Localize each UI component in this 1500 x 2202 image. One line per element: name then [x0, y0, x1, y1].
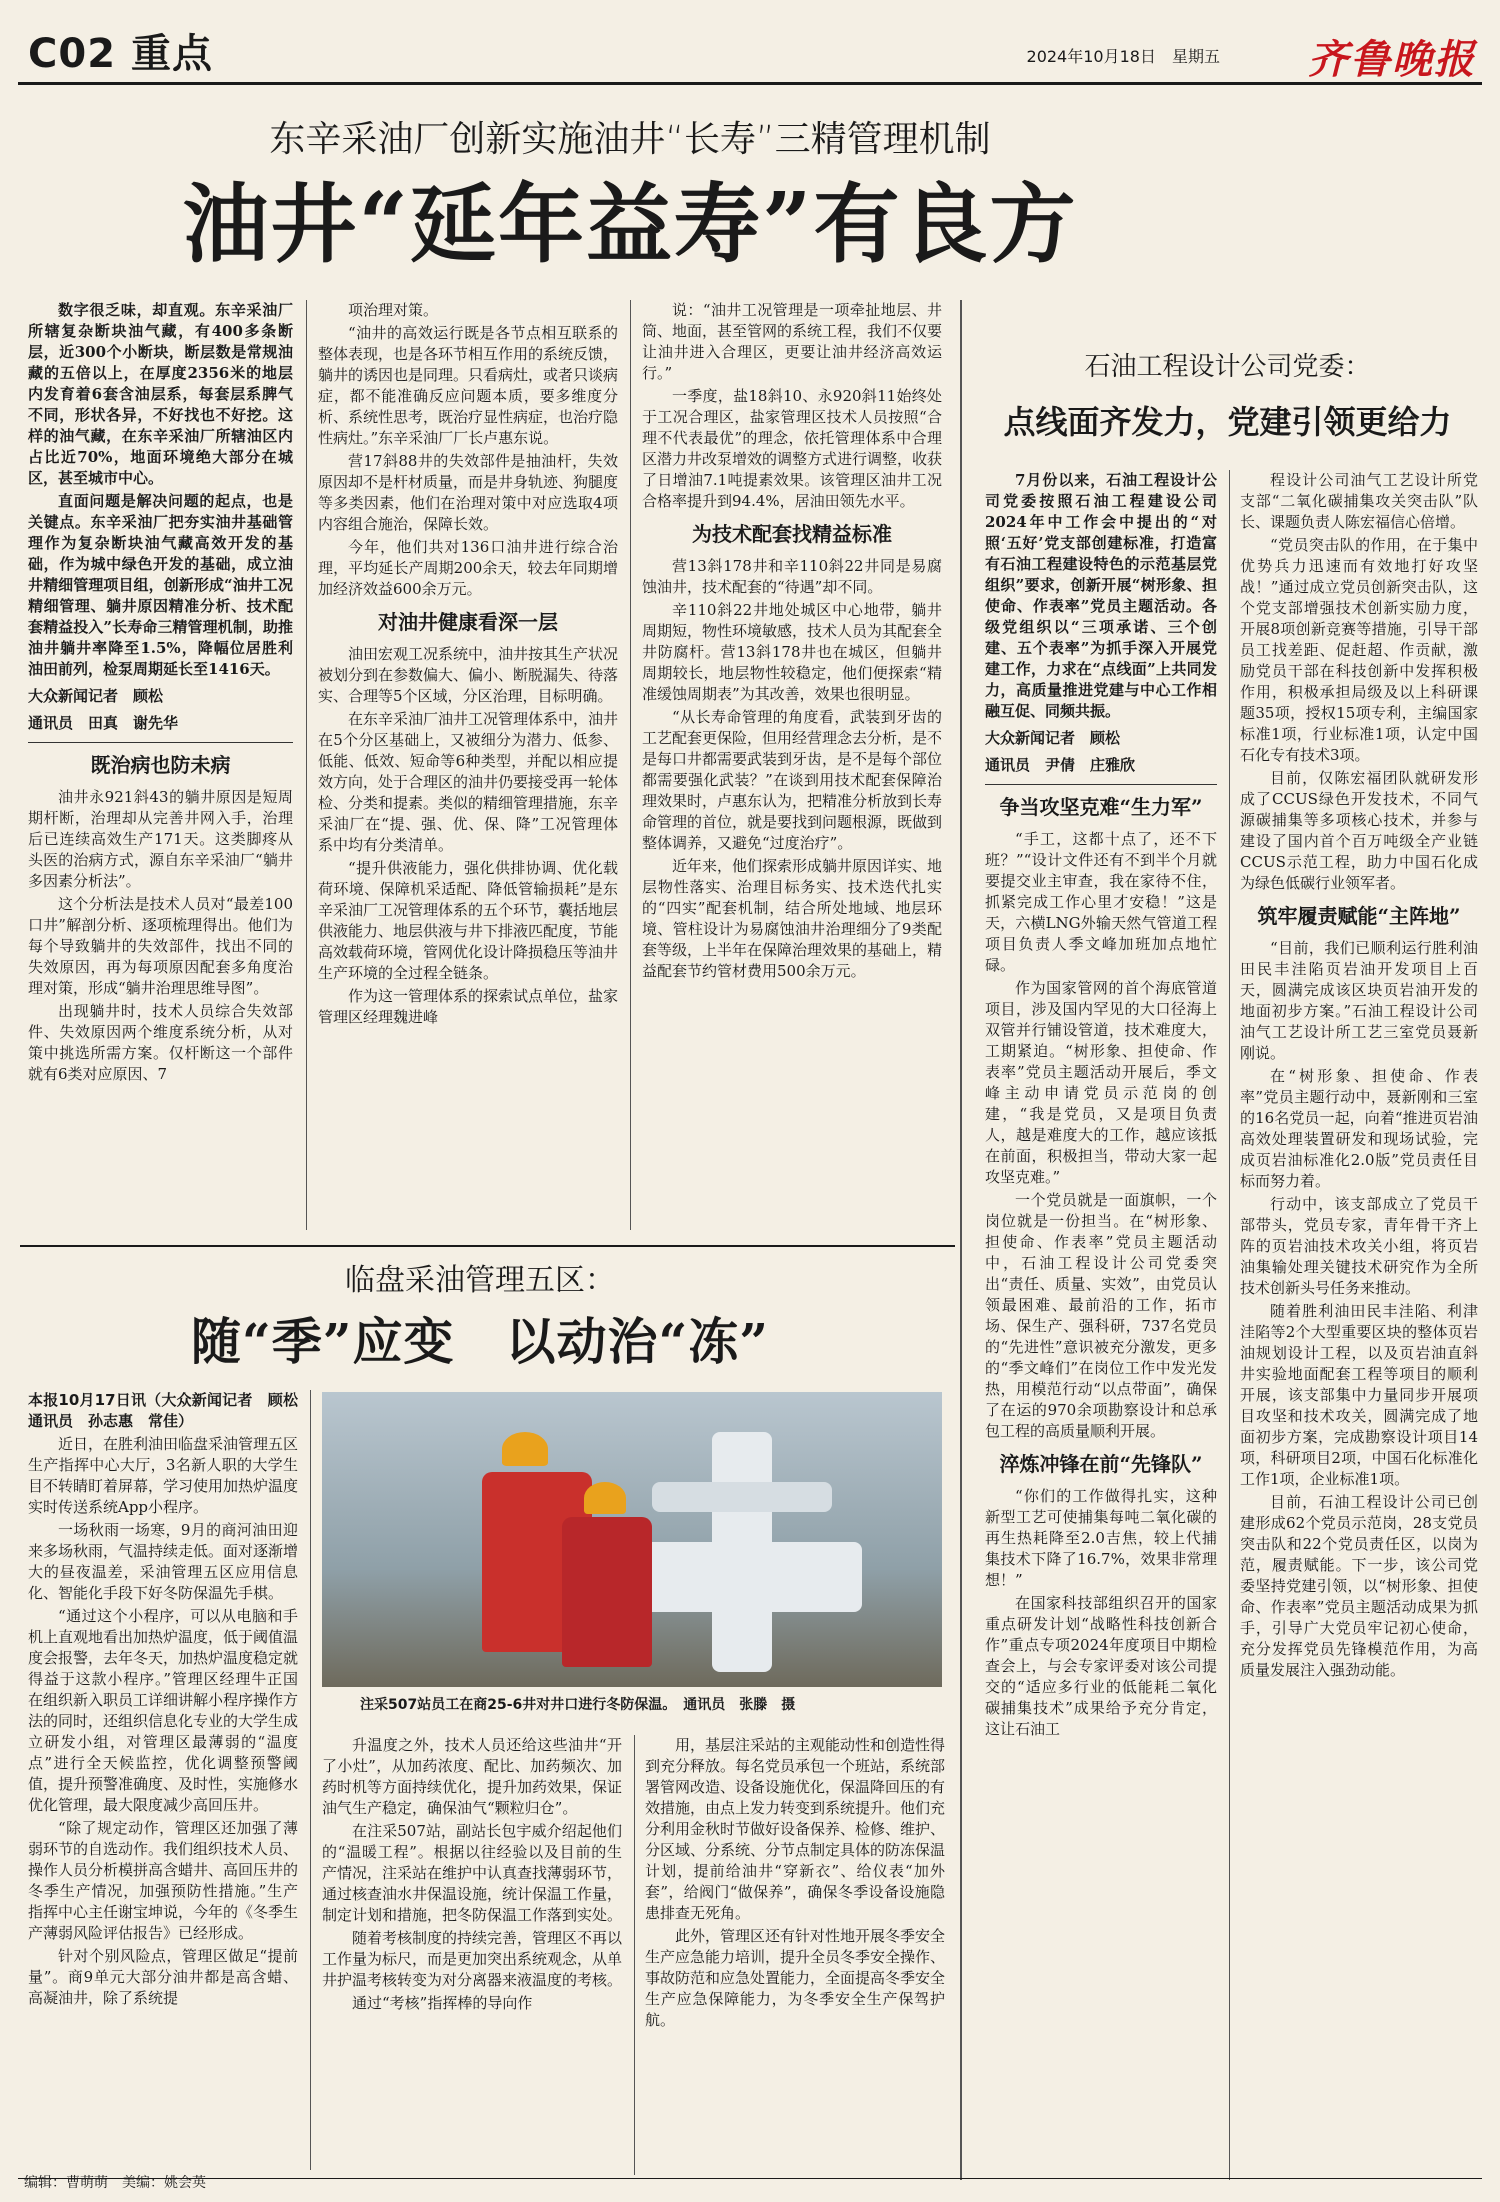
paragraph: 油田宏观工况系统中，油井按其生产状况被划分到在参数偏大、偏小、断脱漏失、待落实、合理等5个区域，分区治理，目标明确。 [318, 645, 619, 705]
story2-column-2 [1240, 470, 1478, 2180]
byline: 大众新闻记者 顾松 [28, 687, 164, 705]
column-divider [1229, 470, 1230, 2180]
paragraph: 一场秋雨一场寒，9月的商河油田迎来多场秋雨，气温持续走低。面对逐渐增大的昼夜温差，采油管理五区应用信息化、智能化手段下好冬防保温先手棋。 [28, 1521, 299, 1602]
story3-kicker: 临盘采油管理五区： [345, 1263, 615, 1298]
paragraph: 针对个别风险点，管理区做足“提前量”。商9单元大部分油井都是高含蜡、高凝油井，除了系统提 [28, 1947, 298, 2007]
paragraph: 油井永921斜43的躺井原因是短周期杆断，治理却从完善井网入手，治理后已连续高效生产171天。这类脚疼从头医的治病方式，源自东辛采油厂“躺井多因素分析法”。 [28, 788, 293, 890]
subheading: 既治病也防未病 [90, 753, 231, 777]
column-divider [306, 300, 307, 1230]
subheading: 筑牢履责赋能“主阵地” [1257, 904, 1461, 928]
helmet [502, 1432, 548, 1466]
paragraph: 升温度之外，技术人员还给这些油井“开了小灶”，从加药浓度、配比、加药频次、加药时机等方面持续优化，提升加药效果，保证油气生产稳定，确保油气“颗粒归仓”。 [322, 1736, 623, 1817]
story3-column-2 [322, 1735, 622, 2175]
date-text: 2024年10月18日 [1026, 47, 1156, 66]
divider [985, 784, 1217, 785]
paragraph: “党员突击队的作用，在于集中优势兵力迅速而有效地打好攻坚战！”通过成立党员创新突击队，这个党支部增强技术创新实励力度，开展8项创新竞赛等措施，引导干部员工找差距、促赶超、作贡献，激励党员干部在科技创新中发挥积极作用，积极承担局级及以上科研课题35项，授权15项专利，主编国家标准1项，行业标准1项，认定中国石化专有技术3项。 [1240, 536, 1478, 764]
paragraph: 行动中，该支部成立了党员干部带头，党员专家，青年骨干齐上阵的页岩油技术攻关小组，将页岩油集输处理关键技术研究作为全所技术创新头号任务来推动。 [1240, 1195, 1478, 1297]
divider [28, 742, 293, 743]
paragraph: 今年，他们共对136口油井进行综合治理，平均延长产周期200余天，较去年同期增加经济效益600余万元。 [318, 538, 618, 598]
paragraph: 在注采507站，副站长包宇威介绍起他们的“温暖工程”。根据以往经验以及目前的生产情况，注采站在维护中认真查找薄弱环节，通过核查油水井保温设施，统计保温工作量，制定计划和措施，把冬防保温工作落到实处。 [322, 1822, 623, 1924]
paragraph: “你们的工作做得扎实，这种新型工艺可使捕集每吨二氧化碳的再生热耗降至2.0吉焦，较上代捕集技术下降了16.7%，效果非常理想！” [985, 1487, 1217, 1589]
subheading: 争当攻坚克难“生力军” [999, 795, 1203, 819]
subheading: 为技术配套找精益标准 [692, 522, 892, 546]
story3-headline: 随“季”应变 以动治“冻” [190, 1312, 770, 1371]
editor-credit: 编辑：曹萌萌 美编：姚会英 [24, 2175, 206, 2191]
photo-caption: 注采507站员工在商25-6井对井口进行冬防保温。 通讯员 张滕 摄 [360, 1697, 796, 1713]
weekday-text: 星期五 [1171, 47, 1220, 66]
paragraph: 随着考核制度的持续完善，管理区不再以工作量为标尺，而是更加突出系统观念，从单井护温考核转变为对分离器来液温度的考核。 [322, 1929, 623, 1989]
issue-date [1027, 44, 1220, 67]
story2-kicker: 石油工程设计公司党委： [1084, 352, 1371, 382]
paragraph: 营13斜178井和辛110斜22井同是易腐蚀油井，技术配套的“待遇”却不同。 [642, 557, 942, 596]
story1-column-1 [28, 300, 293, 1230]
paragraph: 项治理对策。 [348, 301, 439, 319]
paragraph: 通过“考核”指挥棒的导向作 [352, 1994, 533, 2012]
story3-column-3 [645, 1735, 945, 2175]
paragraph: 随着胜利油田民丰洼陷、利津洼陷等2个大型重要区块的整体页岩油规划设计工程，以及页岩油直斜井实验地面配套工程等项目的顺利开展，该支部集中力量同步开展项目攻坚和技术攻关，圆满完成了地面初步方案，完成勘察设计项目14项，科研项目2项，中国石化标准化工作1项，企业标准1项。 [1240, 1302, 1478, 1488]
paragraph: 目前，仅陈宏福团队就研发形成了CCUS绿色开发技术，不同气源碳捕集等多项核心技术，并参与建设了国内首个百万吨级全产业链CCUS示范工程，助力中国石化成为绿色低碳行业领军者。 [1240, 769, 1478, 892]
paragraph: “通过这个小程序，可以从电脑和手机上直观地看出加热炉温度，低于阈值温度会报警，去年冬天，加热炉温度稳定就得益于这款小程序。”管理区经理牛正国在组织新入职员工详细讲解小程序操作方法的同时，还组织信息化专业的大学生成立研发小组，对管理区最薄弱的“温度点”进行全天候监控，优化调整预警阈值，提升预警准确度、及时性，实施修水优化管理，最大限度减少高回压井。 [28, 1607, 299, 1814]
paragraph: 程设计公司油气工艺设计所党支部“二氧化碳捕集攻关突击队”队长、课题负责人陈宏福信心倍增。 [1240, 471, 1478, 531]
story3-column-1 [28, 1390, 314, 2170]
story-divider [20, 1245, 955, 1247]
story1-headline: 油井“延年益寿”有良方 [182, 174, 1078, 275]
paragraph: “除了规定动作，管理区还加强了薄弱环节的自选动作。我们组织技术人员、操作人员分析模拼高含蜡井、高回压井的冬季生产情况，加强预防性措施。”生产指挥中心主任谢宝坤说，今年的《冬季生产薄弱风险评估报告》已经形成。 [28, 1819, 299, 1942]
section-divider [960, 300, 962, 2180]
subheading: 淬炼冲锋在前“先锋队” [999, 1452, 1203, 1476]
paragraph: 直面问题是解决问题的起点，也是关键点。东辛采油厂把夯实油井基础管理作为复杂断块油气藏高效开发的基础，作为城中绿色开发的基础，成立油井精细管理项目组，创新形成“油井工况精细管理、躺井原因精准分析、技术配套精益投入”长寿命三精管理机制，助推油井躺井率降至1.5%，降幅位居胜利油田前列，检泵周期延长至1416天。 [28, 492, 293, 678]
story1-column-3 [642, 300, 942, 1230]
newspaper-logo: 齐鲁晚报 [1308, 36, 1476, 83]
byline: 通讯员 尹倩 庄雅欣 [985, 756, 1136, 774]
byline: 大众新闻记者 顾松 [985, 729, 1121, 747]
paragraph: “手工，这都十点了，还不下班？”“设计文件还有不到半个月就要提交业主审查，我在家待不住，抓紧完成工作心里才安稳！”这是天，六横LNG外输天然气管道工程项目负责人季文峰加班加点地忙碌。 [985, 830, 1217, 974]
paragraph: 说：“油井工况管理是一项牵扯地层、井筒、地面，甚至管网的系统工程，我们不仅要让油井进入合理区，更要让油井经济高效运行。” [642, 301, 943, 382]
story2-headline: 点线面齐发力，党建引领更给力 [1003, 403, 1452, 441]
paragraph: 用，基层注采站的主观能动性和创造性得到充分释放。每名党员承包一个班站，系统部署管网改造、设备设施优化，保温降回压的有效措施，由点上发力转变到系统提升。他们充分利用金秋时节做好设备保养、检修、维护、分区域、分系统、分节点制定具体的防冻保温计划，提前给油井“穿新衣”、给仪表“加外套”，给阀门“做保养”，确保冬季设备设施隐患排查无死角。 [645, 1736, 946, 1922]
column-divider [630, 300, 631, 1230]
helmet [584, 1482, 626, 1514]
paragraph: 在“树形象、担使命、作表率”党员主题行动中，聂新刚和三室的16名党员一起，向着“推进页岩油高效处理装置研发和现场试验，完成页岩油标准化2.0版”党员责任目标而努力着。 [1240, 1067, 1478, 1190]
paragraph: 出现躺井时，技术人员综合失效部件、失效原因两个维度系统分析，从对策中挑选所需方案。仅杆断这一个部件就有6类对应原因、7 [28, 1002, 293, 1083]
footer-rule [18, 2178, 1482, 2179]
paragraph: “提升供液能力，强化供排协调、优化载荷环境、保障机采适配、降低管输损耗”是东辛采油厂工况管理体系的五个环节，囊括地层供液能力、地层供液与井下排液匹配度，节能高效载荷环境，管网优化设计降损稳压等油井生产环境的全过程全链条。 [318, 859, 619, 982]
paragraph: 作为这一管理体系的探索试点单位，盐家管理区经理魏进峰 [318, 987, 619, 1026]
paragraph: 近年来，他们探索形成躺井原因详实、地层物性落实、治理目标务实、技术迭代扎实的“四实”配套机制，结合所处地域、地层环境、管柱设计为易腐蚀油井治理细分了9类配套等级，上半年在保障治理效果的基础上，精益配套节约管材费用500余万元。 [642, 857, 943, 980]
paragraph: 作为国家管网的首个海底管道项目，涉及国内罕见的大口径海上双管并行铺设管道，技术难度大，工期紧迫。“树形象、担使命、作表率”党员主题活动开展后，季文峰主动申请党员示范岗的创建，“我是党员，又是项目负责人，越是难度大的工作，越应该抵在前面，积极担当，带动大家一起攻坚克难。” [985, 979, 1217, 1186]
paragraph: 辛110斜22井地处城区中心地带，躺井周期短，物性环境敏感，技术人员为其配套全井防腐杆。营13斜178井也在城区，但躺井周期较长，地层物性较稳定，他们便探索“精准缓蚀周期表”为其改善，效果也很明显。 [642, 601, 943, 703]
byline: 本报10月17日讯（大众新闻记者 顾松 通讯员 孙志惠 常佳） [28, 1391, 314, 1430]
paragraph: 目前，石油工程设计公司已创建形成62个党员示范岗，28支党员突击队和22个党员责任区，以岗为范，履责赋能。下一步，该公司党委坚持党建引领，以“树形象、担使命、作表率”党员主题活动成果为抓手，引导广大党员牢记初心使命，充分发挥党员先锋模范作用，为高质量发展注入强劲动能。 [1240, 1493, 1478, 1679]
valve-wheel [652, 1482, 832, 1512]
insulated-pipe [622, 1542, 862, 1612]
paragraph: 在东辛采油厂油井工况管理体系中，油井在5个分区基础上，又被细分为潜力、低参、低能、低效、短命等6种类型，并配以相应提效方向，处于合理区的油井仍要接受再一轮体检、分类和提素。类似的精细管理措施，东辛采油厂在“提、强、优、保、降”工况管理体系中均有分类清单。 [318, 710, 619, 854]
paragraph: 数字很乏味，却直观。东辛采油厂所辖复杂断块油气藏，有400多条断层，近300个小断块，断层数是常规油藏的五倍以上，在厚度2356米的地层内发育着6套含油层系，每套层系脾气不同，形状各异，不好找也不好挖。这样的油气藏，在东辛采油厂所辖油区内占比近70%，地面环境绝大部分在城区，甚至城市中心。 [28, 301, 293, 487]
paragraph: 这个分析法是技术人员对“最差100口井”解剖分析、逐项梳理得出。他们为每个导致躺井的失效部件，找出不同的失效原因，再为每项原因配套多角度治理对策，形成“躺井治理思维导图”。 [28, 895, 293, 997]
worker-figure [562, 1517, 652, 1667]
page-section-label: C02 重点 [28, 31, 213, 77]
paragraph: 一个党员就是一面旗帜，一个岗位就是一份担当。在“树形象、担使命、作表率”党员主题活动中，石油工程设计公司党委突出“责任、质量、实效”，由党员认领最困难、最前沿的工作，拓市场、保生产、强科研，737名党员的“先进性”意识被充分激发，更多的“季文峰们”在岗位工作中发光发热，用模范行动“以点带面”，确保了在运的970余项勘察设计和总承包工程的高质量顺利开展。 [985, 1191, 1217, 1440]
paragraph: “油井的高效运行既是各节点相互联系的整体表现，也是各环节相互作用的系统反馈，躺井的诱因也是同理。只看病灶，或者只谈病症，都不能准确反应问题本质，要多维度分析、系统性思考，既治疗显性病症，也治疗隐性病灶。”东辛采油厂厂长卢惠东说。 [318, 324, 619, 447]
paragraph: 在国家科技部组织召开的国家重点研发计划“战略性科技创新合作”重点专项2024年度项目中期检查会上，与会专家评委对该公司提交的“适应多行业的低能耗二氧化碳捕集技术”成果给予充分肯定，这让石油工 [985, 1594, 1217, 1738]
story1-kicker: 东辛采油厂创新实施油井“长寿”三精管理机制 [269, 119, 991, 160]
paragraph: “从长寿命管理的角度看，武装到牙齿的工艺配套更保险，但用经营理念去分析，是不是每口井都需要武装到牙齿，是不是每个部位都需要强化武装？”在谈到用技术配套保障治理效果时，卢惠东认为，把精准分析放到长寿命管理的首位，就是要找到问题根源，既做到整体调养，又避免“过度治疗”。 [642, 708, 943, 852]
paragraph: 近日，在胜利油田临盘采油管理五区生产指挥中心大厅，3名新人职的大学生目不转睛盯着屏幕，学习使用加热炉温度实时传送系统App小程序。 [28, 1435, 299, 1516]
paragraph: 7月份以来，石油工程设计公司党委按照石油工程建设公司2024年中工作会中提出的“对照‘五好’党支部创建标准，打造富有石油工程建设特色的示范基层党组织”要求，创新开展“树形象、担使命、作表率”党员主题活动。各级党组织以“三项承诺、三个创建、五个表率”为抓手深入开展党建工作，力求在“点线面”上共同发力，高质量推进党建与中心工作相融互促、同频共振。 [985, 471, 1217, 720]
story1-column-2 [318, 300, 618, 1230]
story2-column-1 [985, 470, 1217, 2180]
byline: 通讯员 田真 谢先华 [28, 714, 179, 732]
paragraph: 此外，管理区还有针对性地开展冬季安全生产应急能力培训，提升全员冬季安全操作、事故防范和应急处置能力，全面提高冬季安全生产应急保障能力，为冬季安全生产保驾护航。 [645, 1927, 946, 2029]
column-divider [634, 1735, 635, 2175]
news-photo [322, 1392, 942, 1687]
paragraph: 营17斜88井的失效部件是抽油杆，失效原因却不是杆材质量，而是井身轨迹、狗腿度等多类因素，他们在治理对策中对应选取4项内容组合施治，保障长效。 [318, 452, 619, 533]
paragraph: 一季度，盐18斜10、永920斜11始终处于工况合理区，盐家管理区技术人员按照“合理不代表最优”的理念，依托管理体系中合理区潜力井改泵增效的调整方式进行调整，收获了日增油7.1吨提素效果。该管理区油井工况合格率提升到94.4%，居油田领先水平。 [642, 387, 943, 510]
subheading: 对油井健康看深一层 [378, 610, 558, 634]
column-divider [310, 1390, 311, 2170]
paragraph: “目前，我们已顺利运行胜利油田民丰洼陷页岩油开发项目上百天，圆满完成该区块页岩油开发的地面初步方案。”石油工程设计公司油气工艺设计所工艺三室党员聂新刚说。 [1240, 939, 1478, 1062]
header-rule [18, 82, 1482, 85]
